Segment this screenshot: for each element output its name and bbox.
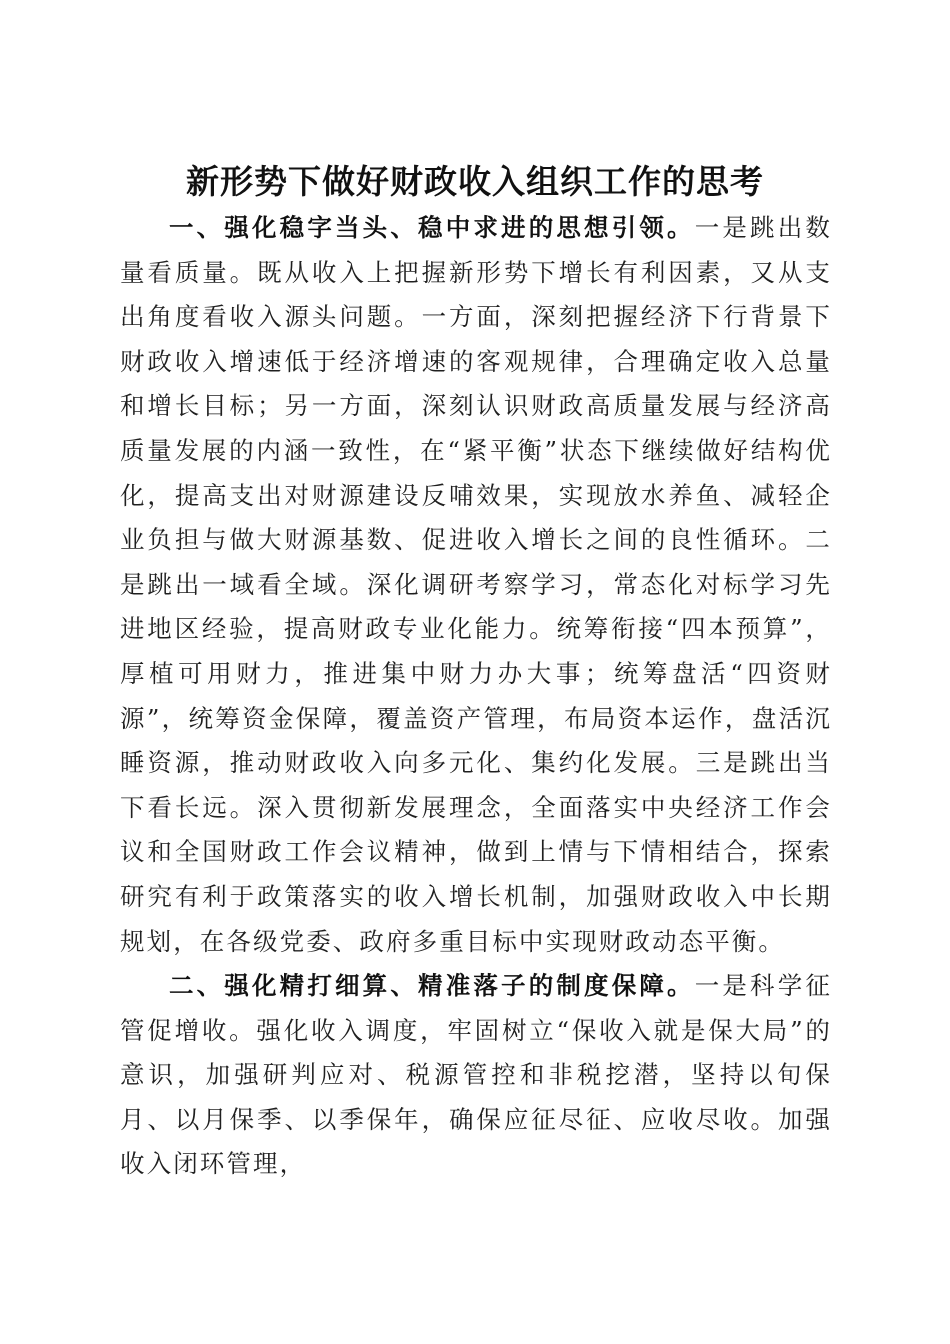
section-paragraph-2: [120, 964, 832, 1187]
document-body: [120, 206, 832, 1187]
section-paragraph-1: [120, 206, 832, 964]
section-body-1: 一是跳出数量看质量。既从收入上把握新形势下增长有利因素，又从支出角度看收入源头问题。一方面，深刻把握经济下行背景下财政收入增速低于经济增速的客观规律，合理确定收入总量和增长目标；另一方面，深刻认识财政高质量发展与经济高质量发展的内涵一致性，在“紧平衡”状态下继续做好结构优化，提高支出对财源建设反哺效果，实现放水养鱼、减轻企业负担与做大财源基数、促进收入增长之间的良性循环。二是跳出一域看全域。深化调研考察学习，常态化对标学习先进地区经验，提高财政专业化能力。统筹衔接“四本预算”，厚植可用财力，推进集中财力办大事；统筹盘活“四资财源”，统筹资金保障，覆盖资产管理，布局资本运作，盘活沉睡资源，推动财政收入向多元化、集约化发展。三是跳出当下看长远。深入贯彻新发展理念，全面落实中央经济工作会议和全国财政工作会议精神，做到上情与下情相结合，探索研究有利于政策落实的收入增长机制，加强财政收入中长期规划，在各级党委、政府多重目标中实现财政动态平衡。: [120, 213, 832, 956]
section-heading-2: 二、强化精打细算、精准落子的制度保障。: [169, 971, 695, 1001]
section-body-2: 一是科学征管促增收。强化收入调度，牢固树立“保收入就是保大局”的意识，加强研判应对、税源管控和非税挖潜，坚持以旬保月、以月保季、以季保年，确保应征尽征、应收尽收。加强收入闭环管理，: [120, 971, 832, 1179]
document-title: 新形势下做好财政收入组织工作的思考: [186, 162, 764, 202]
section-heading-1: 一、强化稳字当头、稳中求进的思想引领。: [169, 213, 695, 242]
